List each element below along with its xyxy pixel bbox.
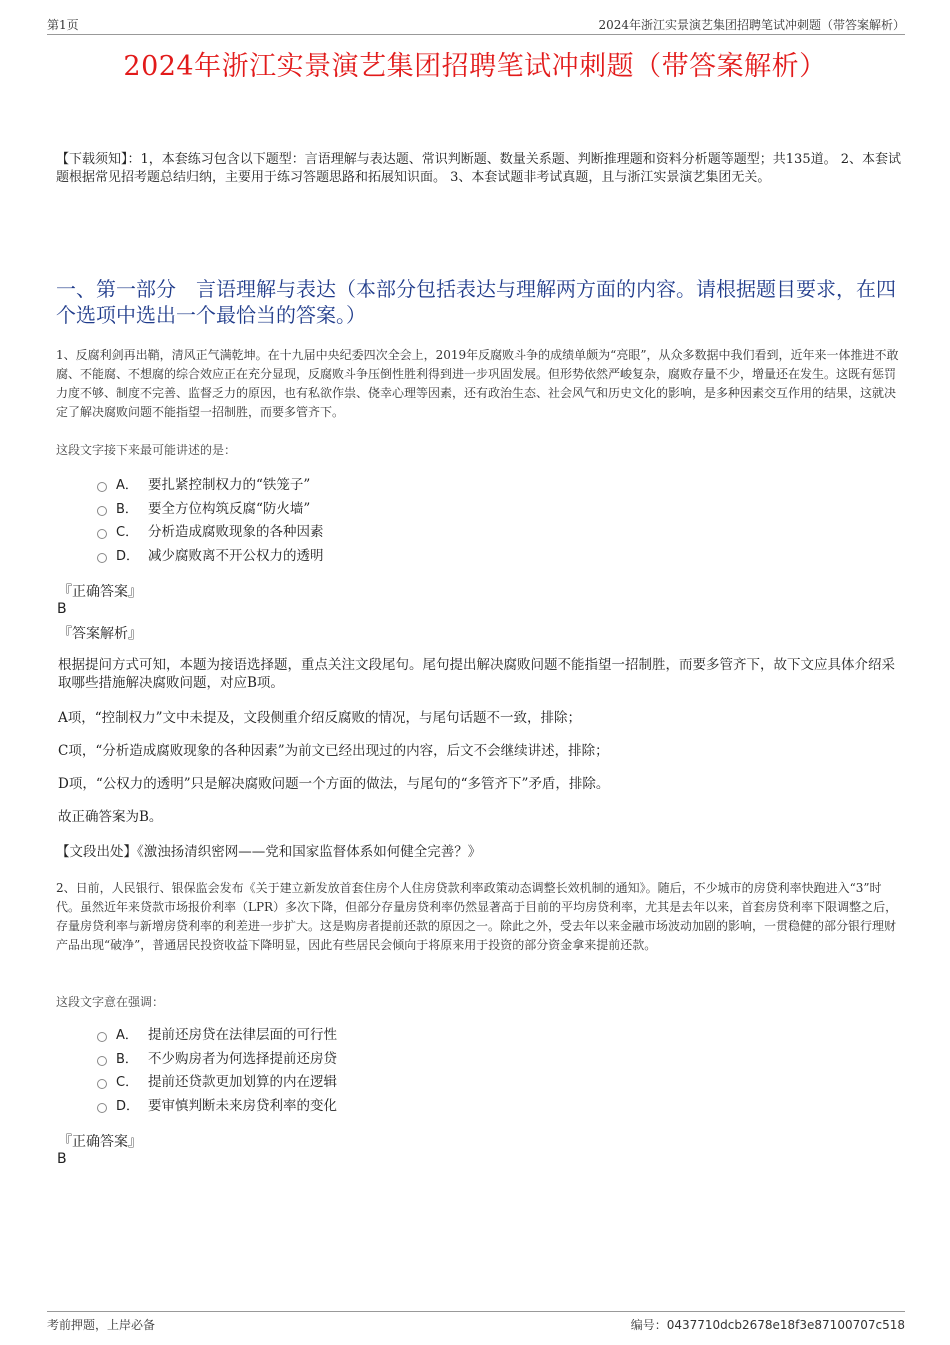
option-a[interactable]: A． 要扎紧控制权力的“铁笼子”	[97, 474, 324, 498]
question-2-ask: 这段文字意在强调：	[56, 995, 165, 1009]
option-text: 提前还贷款更加划算的内在逻辑	[148, 1074, 337, 1090]
code-label: 编号：	[630, 1318, 667, 1332]
question-2-stem: 2、日前，人民银行、银保监会发布《关于建立新发放首套住房个人住房贷款利率政策动态调整长效机制的通知》。随后，不少城市的房贷利率快跑进入“3”时代。虽然近年来贷款市场报价利率（LPR）多次下降，但部分存量房贷利率仍然显著高于目前的平均房贷利率，尤其是去年以来，首套房贷利率下限调整之后，存量房贷利率与新增房贷利率的利差进一步扩大。这是购房者提前还款的原因之一。除此之外，受去年以来金融市场波动加剧的影响，一贯稳健的部分银行理财产品出现“破净”，普通居民投资收益下降明显，因此有些居民会倾向于将原来用于投资的部分资金拿来提前还款。	[56, 881, 898, 952]
page-title: 2024年浙江实景演艺集团招聘笔试冲刺题（带答案解析）	[123, 51, 827, 82]
option-d[interactable]: D． 减少腐败离不开公权力的透明	[97, 545, 324, 569]
analysis-paragraph: 根据提问方式可知，本题为接语选择题，重点关注文段尾句。尾句提出解决腐败问题不能指望一招制胜，而要多管齐下，故下文应具体介绍采取哪些措施解决腐败问题，对应B项。	[58, 657, 895, 691]
analysis-paragraph: C项，“分析造成腐败现象的各种因素”为前文已经出现过的内容，后文不会继续讲述，排除；	[58, 743, 609, 759]
code-value: 0437710dcb2678e18f3e87100707c518	[666, 1318, 905, 1332]
radio-icon[interactable]	[97, 1056, 107, 1066]
option-text: 分析造成腐败现象的各种因素	[148, 524, 324, 540]
option-text: 提前还房贷在法律层面的可行性	[148, 1027, 337, 1043]
option-text: 要扎紧控制权力的“铁笼子”	[148, 477, 311, 493]
radio-icon[interactable]	[97, 529, 107, 539]
radio-icon[interactable]	[97, 1032, 107, 1042]
option-a[interactable]: A． 提前还房贷在法律层面的可行性	[97, 1024, 337, 1048]
question-1-options	[97, 474, 324, 568]
page-number: 第1页	[47, 18, 79, 32]
option-b[interactable]: B． 要全方位构筑反腐“防火墙”	[97, 498, 324, 522]
page-header	[47, 14, 905, 35]
radio-icon[interactable]	[97, 506, 107, 516]
answer-value: B	[57, 601, 67, 617]
option-d[interactable]: D． 要审慎判断未来房贷利率的变化	[97, 1095, 337, 1119]
radio-icon[interactable]	[97, 553, 107, 563]
radio-icon[interactable]	[97, 482, 107, 492]
footer-slogan: 考前押题，上岸必备	[47, 1318, 156, 1332]
download-notice: 【下载须知】：1，本套练习包含以下题型：言语理解与表达题、常识判断题、数量关系题、判断推理题和资料分析题等题型；共135道。 2、本套试题根据常见招考题总结归纳，主要用于练习答题思路和拓展知识面。 3、本套试题非考试真题，且与浙江实景演艺集团无关。	[56, 152, 901, 185]
analysis-paragraph: A项，“控制权力”文中未提及，文段侧重介绍反腐败的情况，与尾句话题不一致，排除；	[58, 710, 582, 726]
header-doc-title: 2024年浙江实景演艺集团招聘笔试冲刺题（带答案解析）	[598, 18, 905, 32]
section-title: 一、第一部分 言语理解与表达（本部分包括表达与理解两方面的内容。请根据题目要求，在四个选项中选出一个最恰当的答案。）	[56, 277, 896, 327]
option-text: 要审慎判断未来房贷利率的变化	[148, 1097, 337, 1114]
analysis-label: 『答案解析』	[58, 626, 142, 642]
question-1-ask: 这段文字接下来最可能讲述的是：	[56, 443, 237, 457]
analysis-paragraph: 故正确答案为B。	[58, 809, 163, 825]
answer-label: 『正确答案』	[58, 1134, 142, 1150]
answer-label: 『正确答案』	[58, 584, 142, 600]
radio-icon[interactable]	[97, 1079, 107, 1089]
document-code	[631, 1316, 905, 1333]
option-text: 减少腐败离不开公权力的透明	[148, 547, 324, 564]
question-2-options	[97, 1024, 337, 1118]
radio-icon[interactable]	[97, 1103, 107, 1113]
page-footer	[47, 1311, 905, 1336]
text-source: 【文段出处】《激浊扬清织密网——党和国家监督体系如何健全完善？》	[56, 844, 482, 860]
option-text: 不少购房者为何选择提前还房贷	[148, 1050, 337, 1067]
option-c[interactable]: C． 分析造成腐败现象的各种因素	[97, 521, 324, 545]
option-c[interactable]: C． 提前还贷款更加划算的内在逻辑	[97, 1071, 337, 1095]
answer-value: B	[57, 1151, 67, 1167]
option-text: 要全方位构筑反腐“防火墙”	[148, 500, 311, 517]
analysis-paragraph: D项，“公权力的透明”只是解决腐败问题一个方面的做法，与尾句的“多管齐下”矛盾，排除。	[58, 776, 610, 792]
option-b[interactable]: B． 不少购房者为何选择提前还房贷	[97, 1048, 337, 1072]
question-1-stem: 1、反腐利剑再出鞘，清风正气满乾坤。在十九届中央纪委四次全会上，2019年反腐败斗争的成绩单颇为“亮眼”，从众多数据中我们看到，近年来一体推进不敢腐、不能腐、不想腐的综合效应正在充分显现，反腐败斗争压倒性胜利得到进一步巩固发展。但形势依然严峻复杂，腐败存量不少，增量还在发生。这既有惩罚力度不够、制度不完善、监督乏力的原因，也有私欲作祟、侥幸心理等因素，还有政治生态、社会风气和历史文化的影响，是多种因素交互作用的结果，这就决定了解决腐败问题不能指望一招制胜，而要多管齐下。	[56, 348, 899, 419]
